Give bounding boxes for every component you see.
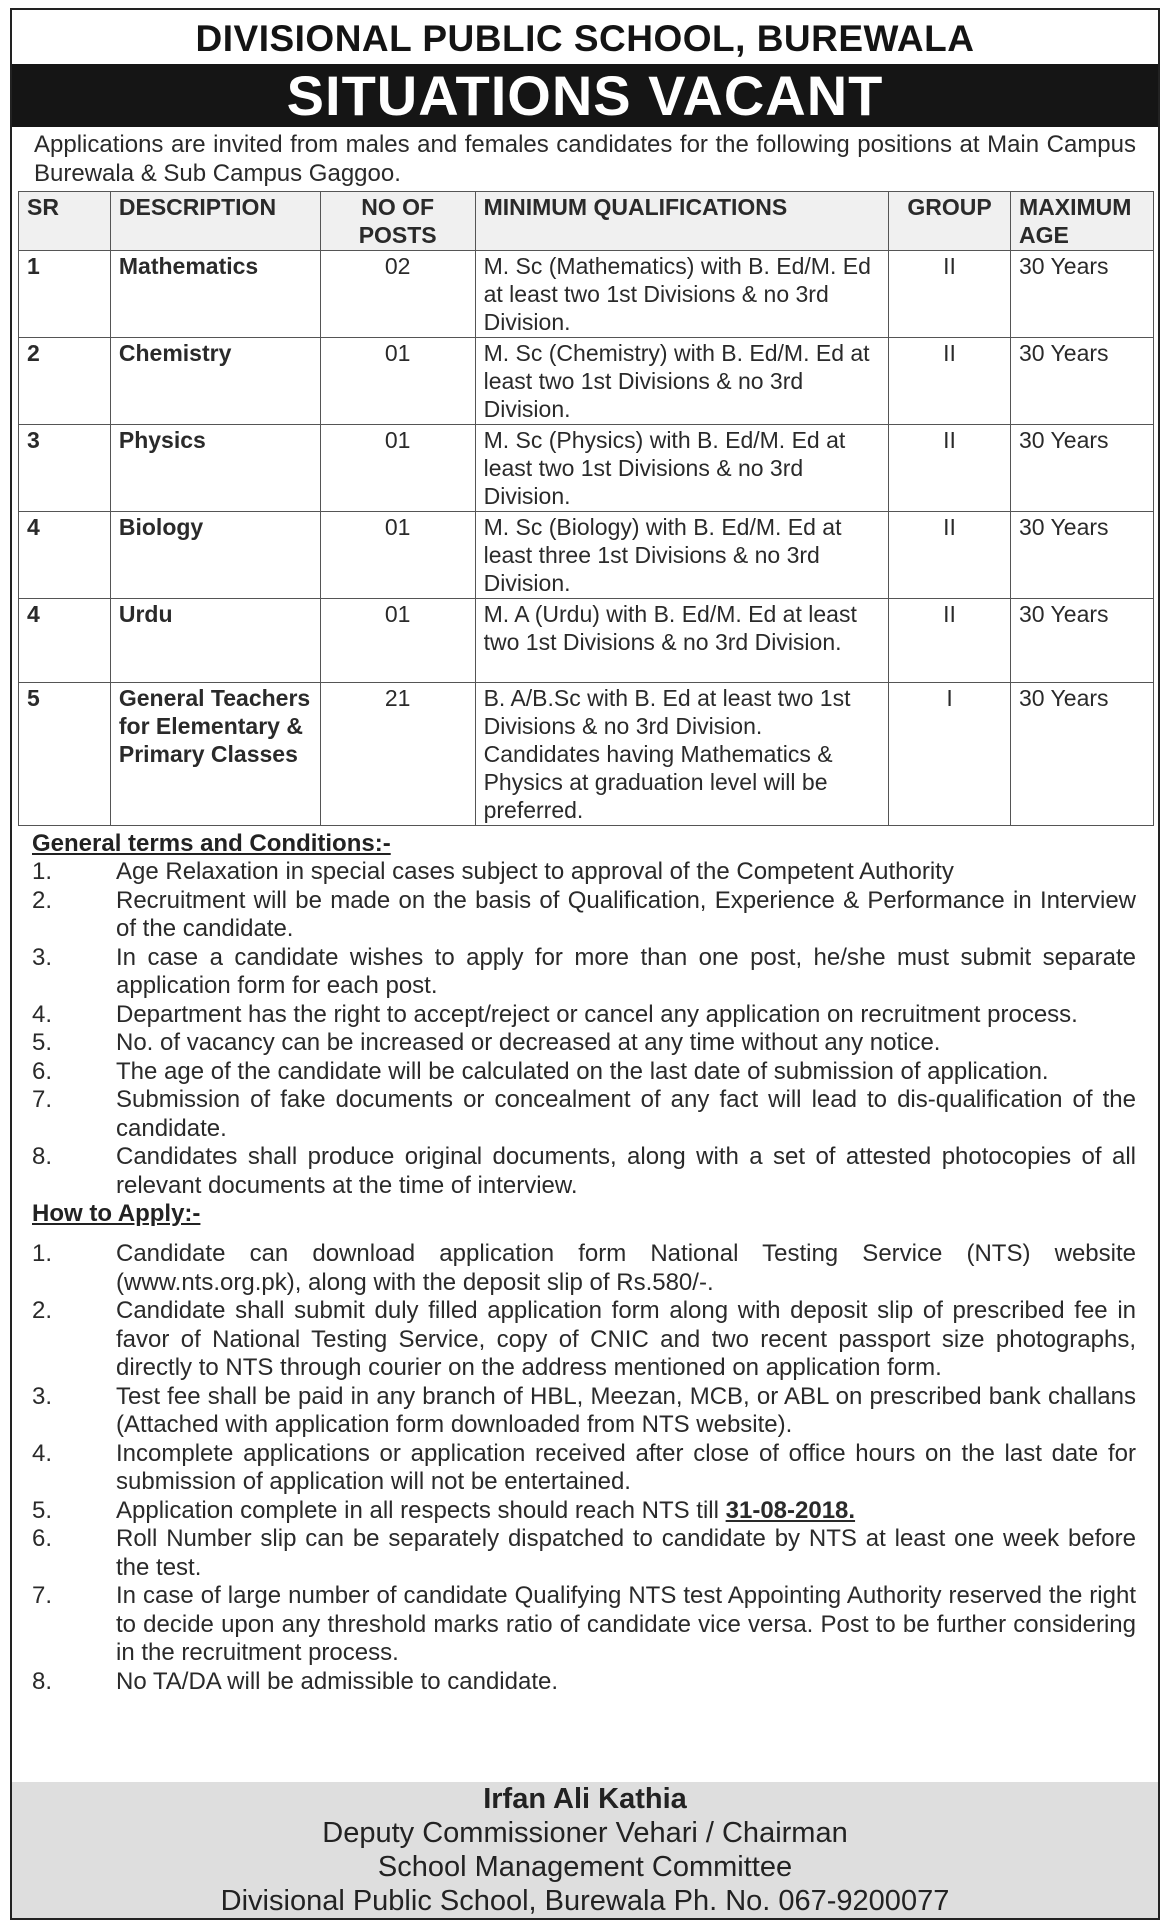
header-description: DESCRIPTION xyxy=(110,192,320,251)
contact-line: Divisional Public School, Burewala Ph. No. 067-9200077 xyxy=(220,1885,950,1917)
item-text: No. of vacancy can be increased or decreased at any time without any notice. xyxy=(116,1029,941,1056)
cell-qualifications: M. Sc (Biology) with B. Ed/M. Ed at least three 1st Divisions & no 3rd Division. xyxy=(475,512,888,599)
deadline-date: 31-08-2018. xyxy=(725,1496,856,1524)
item-text: In case a candidate wishes to apply for more than one post, he/she must submit separate application form for each post. xyxy=(116,943,1136,999)
cell-age: 30 Years xyxy=(1010,512,1153,599)
item-number: 4. xyxy=(32,1000,53,1028)
item-number: 3. xyxy=(32,1382,53,1410)
cell-age: 30 Years xyxy=(1010,599,1153,683)
list-item xyxy=(32,1001,1136,1030)
cell-qualifications: M. Sc (Physics) with B. Ed/M. Ed at least two 1st Divisions & no 3rd Division. xyxy=(475,425,888,512)
cell-group: I xyxy=(889,683,1011,826)
item-text: Department has the right to accept/reject or cancel any application on recruitment process. xyxy=(116,1000,1078,1028)
table-row xyxy=(19,512,1154,599)
list-item xyxy=(32,1582,1136,1668)
item-number: 6. xyxy=(32,1057,53,1085)
cell-age: 30 Years xyxy=(1010,683,1153,826)
cell-description: Mathematics xyxy=(110,251,320,338)
header-sr: SR xyxy=(19,192,111,251)
item-text xyxy=(116,1497,1136,1526)
list-item xyxy=(32,887,1136,944)
cell-posts: 01 xyxy=(320,425,475,512)
table-row xyxy=(19,251,1154,338)
list-item xyxy=(32,1668,1136,1697)
header-no-of-posts: NO OF POSTS xyxy=(320,192,475,251)
table-row xyxy=(19,338,1154,425)
cell-sr: 4 xyxy=(19,512,111,599)
cell-group: II xyxy=(889,338,1011,425)
item-number: 2. xyxy=(32,1297,53,1324)
signer-title: Deputy Commissioner Vehari / Chairman xyxy=(322,1817,848,1849)
header-maximum-age: MAXIMUM AGE xyxy=(1010,192,1153,251)
list-item xyxy=(32,944,1136,1001)
list-item xyxy=(32,1440,1136,1497)
how-to-apply-list xyxy=(12,1240,1158,1696)
list-item xyxy=(32,858,1136,887)
table-row xyxy=(19,599,1154,683)
cell-sr: 2 xyxy=(19,338,111,425)
cell-qualifications: B. A/B.Sc with B. Ed at least two 1st Divisions & no 3rd Division. Candidates having Mathematics & Physics at graduation level will be preferred. xyxy=(475,683,888,826)
cell-group: II xyxy=(889,512,1011,599)
signature-block xyxy=(12,1782,1158,1918)
list-item xyxy=(32,1240,1136,1297)
item-text: Submission of fake documents or concealment of any fact will lead to dis-qualification of the candidate. xyxy=(116,1086,1136,1142)
list-item xyxy=(32,1058,1136,1087)
item-text: The age of the candidate will be calculated on the last date of submission of application. xyxy=(116,1057,1049,1085)
item-text: Candidates shall produce original documents, along with a set of attested photocopies of all relevant documents at the time of interview. xyxy=(116,1143,1136,1199)
cell-age: 30 Years xyxy=(1010,338,1153,425)
item-text: Test fee shall be paid in any branch of HBL, Meezan, MCB, or ABL on prescribed bank challans (Attached with application form downloaded from NTS website). xyxy=(116,1382,1136,1438)
cell-group: II xyxy=(889,425,1011,512)
list-item xyxy=(32,1086,1136,1143)
cell-description: Physics xyxy=(110,425,320,512)
cell-qualifications: M. Sc (Mathematics) with B. Ed/M. Ed at least two 1st Divisions & no 3rd Division. xyxy=(475,251,888,338)
item-number: 8. xyxy=(32,1667,53,1695)
advertisement-frame xyxy=(10,8,1160,1920)
cell-qualifications: M. Sc (Chemistry) with B. Ed/M. Ed at least two 1st Divisions & no 3rd Division. xyxy=(475,338,888,425)
item-text: Age Relaxation in special cases subject to approval of the Competent Authority xyxy=(116,858,954,885)
item-number: 7. xyxy=(32,1582,53,1609)
item-text: Roll Number slip can be separately dispatched to candidate by NTS at least one week before the test. xyxy=(116,1525,1136,1581)
item-number: 7. xyxy=(32,1086,53,1113)
item-number: 1. xyxy=(32,1240,53,1267)
committee-name: School Management Committee xyxy=(377,1851,793,1883)
cell-description: General Teachers for Elementary & Primary Classes xyxy=(110,683,320,826)
positions-table xyxy=(18,191,1154,826)
cell-sr: 4 xyxy=(19,599,111,683)
header-group: GROUP xyxy=(889,192,1011,251)
how-to-apply-heading: How to Apply:- xyxy=(32,1200,201,1227)
list-item xyxy=(32,1029,1136,1058)
cell-sr: 3 xyxy=(19,425,111,512)
item-text: In case of large number of candidate Qualifying NTS test Appointing Authority reserved the right to decide upon any threshold marks ratio of candidate vice versa. Post to be further considering in the recruitment process. xyxy=(116,1582,1136,1666)
cell-description: Urdu xyxy=(110,599,320,683)
item-number: 5. xyxy=(32,1496,53,1524)
list-item xyxy=(32,1383,1136,1440)
header-minimum-qualifications: MINIMUM QUALIFICATIONS xyxy=(475,192,888,251)
terms-list xyxy=(12,858,1158,1200)
item-text: Incomplete applications or application received after close of office hours on the last date for submission of application will not be entertained. xyxy=(116,1439,1136,1495)
cell-description: Chemistry xyxy=(110,338,320,425)
table-row xyxy=(19,425,1154,512)
cell-description: Biology xyxy=(110,512,320,599)
list-item xyxy=(32,1297,1136,1383)
item-text: No TA/DA will be admissible to candidate. xyxy=(116,1667,558,1695)
item-number: 1. xyxy=(32,858,53,885)
list-item xyxy=(32,1143,1136,1200)
item-number: 8. xyxy=(32,1143,53,1170)
signer-name: Irfan Ali Kathia xyxy=(483,1783,687,1815)
table-header-row xyxy=(19,192,1154,251)
cell-posts: 01 xyxy=(320,599,475,683)
intro-paragraph: Applications are invited from males and females candidates for the following positions at Main Campus Burewala & Sub Campus Gaggoo. xyxy=(34,131,1136,187)
cell-qualifications: M. A (Urdu) with B. Ed/M. Ed at least two 1st Divisions & no 3rd Division. xyxy=(475,599,888,683)
cell-posts: 01 xyxy=(320,512,475,599)
item-number: 4. xyxy=(32,1439,53,1467)
terms-heading: General terms and Conditions:- xyxy=(32,830,391,857)
list-item xyxy=(32,1497,1136,1526)
table-row xyxy=(19,683,1154,826)
school-name: DIVISIONAL PUBLIC SCHOOL, BUREWALA xyxy=(195,18,975,59)
cell-sr: 1 xyxy=(19,251,111,338)
item-text: Recruitment will be made on the basis of Qualification, Experience & Performance in Interview of the candidate. xyxy=(116,886,1136,942)
cell-posts: 02 xyxy=(320,251,475,338)
cell-age: 30 Years xyxy=(1010,425,1153,512)
item-number: 6. xyxy=(32,1525,53,1552)
cell-group: II xyxy=(889,251,1011,338)
cell-age: 30 Years xyxy=(1010,251,1153,338)
item-text: Candidate can download application form National Testing Service (NTS) website (www.nts.org.pk), along with the deposit slip of Rs.580/-. xyxy=(116,1240,1136,1296)
item-text-main: Application complete in all respects should reach NTS till xyxy=(116,1496,719,1524)
item-number: 2. xyxy=(32,886,53,914)
item-text: Candidate shall submit duly filled application form along with deposit slip of prescribed fee in favor of National Testing Service, copy of CNIC and two recent passport size photographs, directly to NTS through courier on the address mentioned on application form. xyxy=(116,1297,1136,1381)
cell-group: II xyxy=(889,599,1011,683)
cell-sr: 5 xyxy=(19,683,111,826)
cell-posts: 01 xyxy=(320,338,475,425)
situations-vacant-banner: SITUATIONS VACANT xyxy=(12,64,1158,127)
cell-posts: 21 xyxy=(320,683,475,826)
list-item xyxy=(32,1525,1136,1582)
item-number: 3. xyxy=(32,943,53,971)
item-number: 5. xyxy=(32,1029,53,1056)
